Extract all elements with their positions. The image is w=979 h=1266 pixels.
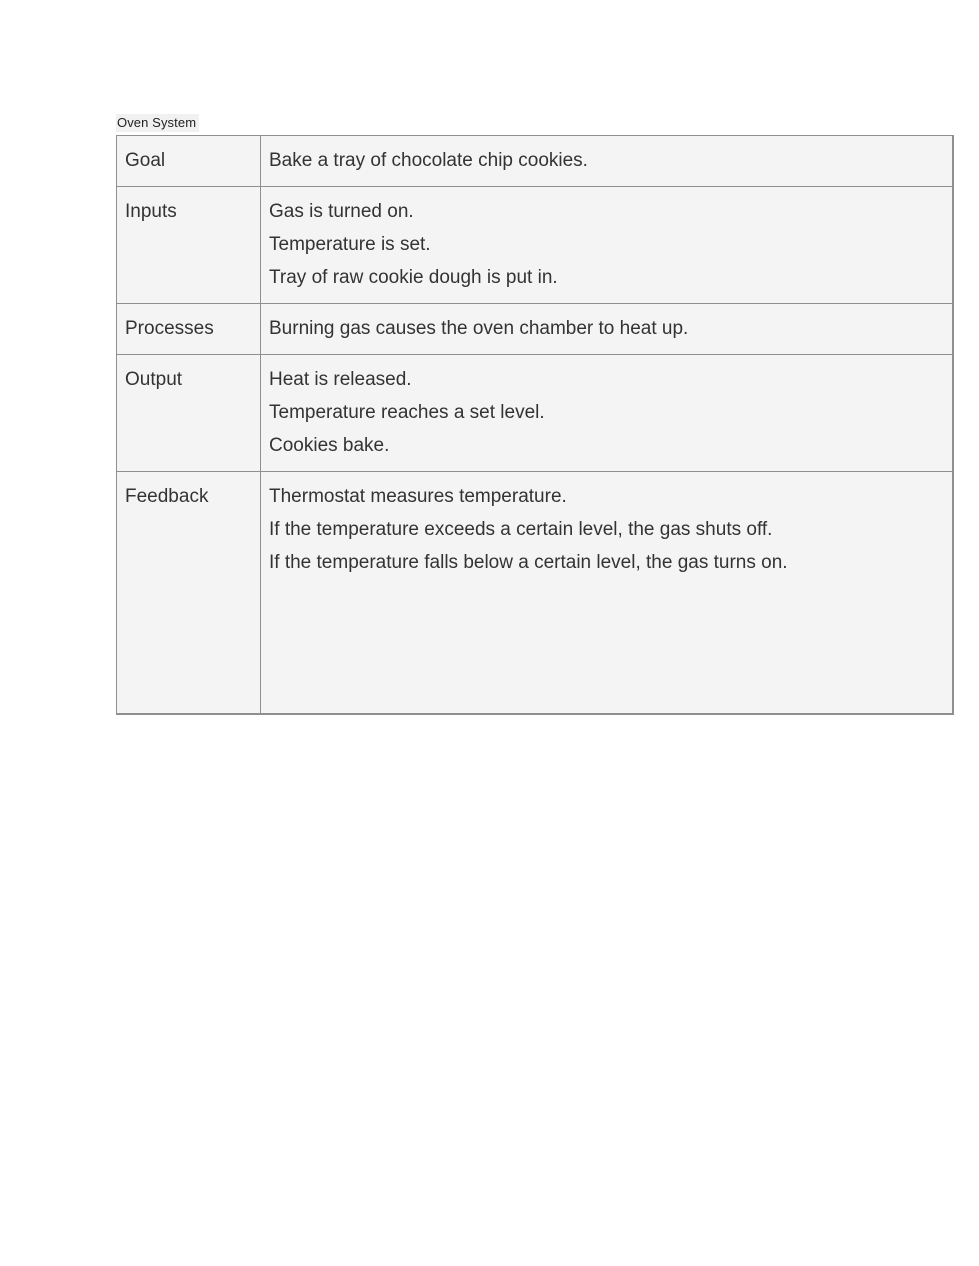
- document-content: [116, 114, 952, 715]
- content-line: Temperature is set.: [269, 234, 431, 255]
- row-label-inputs: Inputs: [117, 187, 261, 304]
- table-caption: Oven System: [116, 114, 199, 132]
- table-row-feedback: [117, 472, 953, 714]
- content-line: If the temperature falls below a certain level, the gas turns on.: [269, 552, 788, 573]
- row-content-feedback: [261, 472, 953, 714]
- content-line: Gas is turned on.: [269, 201, 414, 222]
- content-line: Heat is released.: [269, 369, 412, 390]
- row-label-goal: Goal: [117, 136, 261, 187]
- row-label-feedback: Feedback: [117, 472, 261, 714]
- row-content-goal: [261, 136, 953, 187]
- row-content-processes: [261, 304, 953, 355]
- table-row-processes: [117, 304, 953, 355]
- row-content-output: [261, 355, 953, 472]
- row-label-output: Output: [117, 355, 261, 472]
- table-row-inputs: [117, 187, 953, 304]
- content-line: Tray of raw cookie dough is put in.: [269, 267, 558, 288]
- table-row-output: [117, 355, 953, 472]
- content-line: Cookies bake.: [269, 435, 390, 456]
- content-line: Thermostat measures temperature.: [269, 486, 567, 507]
- content-line: Temperature reaches a set level.: [269, 402, 545, 423]
- table-row-goal: [117, 136, 953, 187]
- oven-system-table: [116, 135, 954, 715]
- content-line: If the temperature exceeds a certain level, the gas shuts off.: [269, 519, 773, 540]
- content-line: Bake a tray of chocolate chip cookies.: [269, 150, 588, 171]
- content-line: Burning gas causes the oven chamber to heat up.: [269, 318, 689, 339]
- row-label-processes: Processes: [117, 304, 261, 355]
- row-content-inputs: [261, 187, 953, 304]
